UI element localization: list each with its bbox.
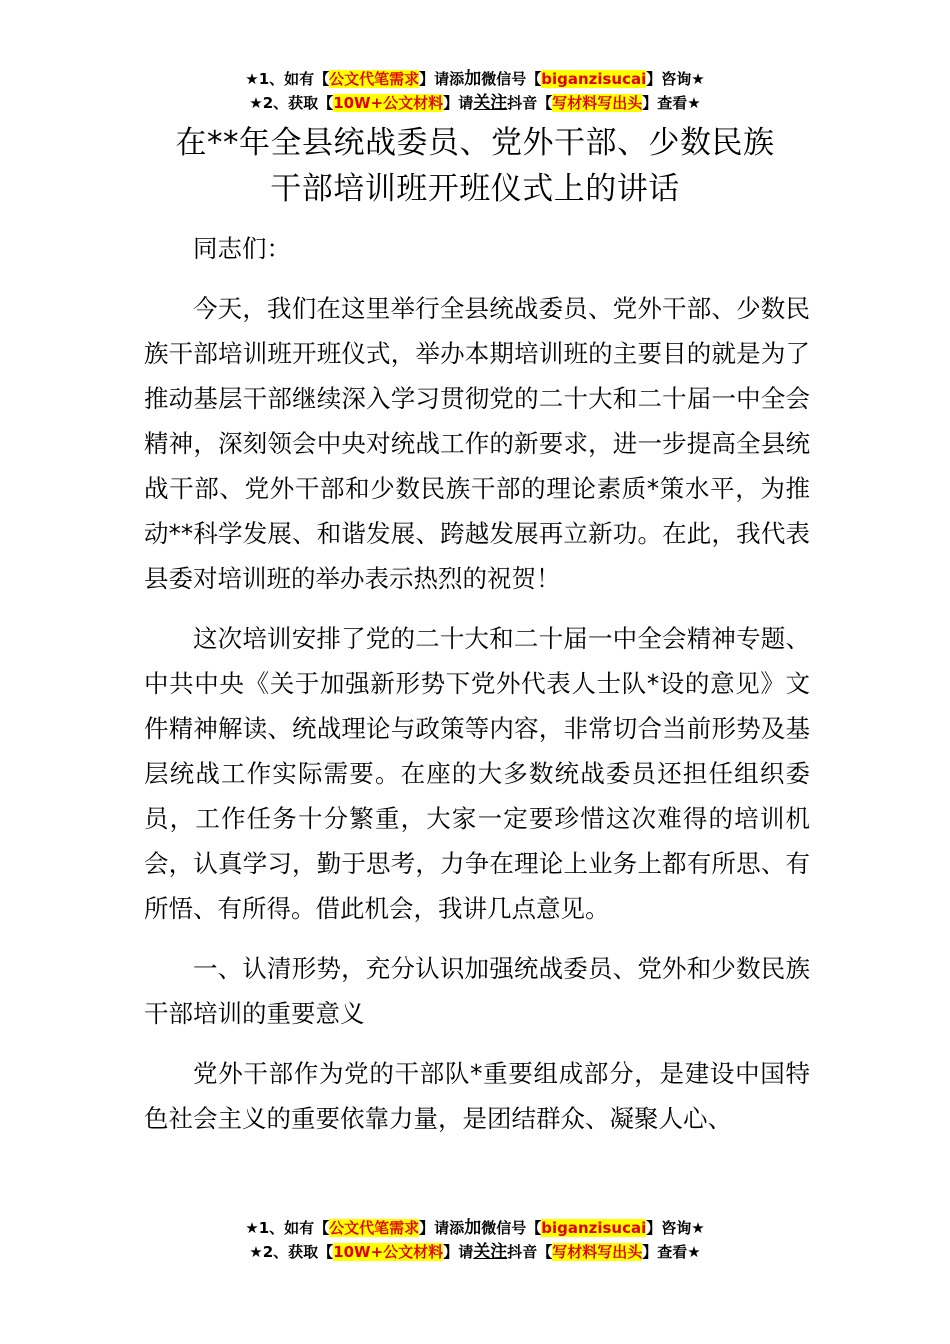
paragraph-2: 这次培训安排了党的二十大和二十届一中全会精神专题、中共中央《关于加强新形势下党外代表人士队*设的意见》文件精神解读、统战理论与政策等内容，非常切合当前形势及基层统战工作实际需要。在座的大多数统战委员还担任组织委员，工作任务十分繁重，大家一定要珍惜这次难得的培训机会，认真学习，勤于思考，力争在理论上业务上都有所思、有所悟、有所得。借此机会，我讲几点意见。 xyxy=(144,624,810,923)
highlight-wechat-id: biganzisucai xyxy=(541,1219,647,1237)
footer-banner xyxy=(0,1216,950,1264)
section-heading-1: 一、认清形势，充分认识加强统战委员、党外和少数民族干部培训的重要意义 xyxy=(144,954,810,1028)
title-line-2: 干部培训班开班仪式上的讲话 xyxy=(270,171,680,207)
banner-line-1: ★1、如有【公文代笔需求】请添加微信号【biganzisucai】咨询★ xyxy=(245,69,705,89)
greeting: 同志们： xyxy=(193,234,291,263)
title-line-1: 在**年全县统战委员、党外干部、少数民族 xyxy=(175,125,775,161)
highlight-materials: 10W+公文材料 xyxy=(333,1243,444,1261)
highlight-service: 公文代笔需求 xyxy=(329,1219,420,1237)
banner-line-1: ★1、如有【公文代笔需求】请添加微信号【biganzisucai】咨询★ xyxy=(245,1218,705,1238)
highlight-douyin-account: 写材料写出头 xyxy=(552,1243,643,1261)
document-body xyxy=(144,226,810,1156)
paragraph-3: 党外干部作为党的干部队*重要组成部分，是建设中国特色社会主义的重要依靠力量，是团结群众、凝聚人心、 xyxy=(144,1059,810,1133)
highlight-service: 公文代笔需求 xyxy=(329,70,420,88)
header-banner xyxy=(0,67,950,115)
paragraph-1: 今天，我们在这里举行全县统战委员、党外干部、少数民族干部培训班开班仪式，举办本期培训班的主要目的就是为了推动基层干部继续深入学习贯彻党的二十大和二十届一中全会精神，深刻领会中央对统战工作的新要求，进一步提高全县统战干部、党外干部和少数民族干部的理论素质*策水平，为推动**科学发展、和谐发展、跨越发展再立新功。在此，我代表县委对培训班的举办表示热烈的祝贺！ xyxy=(144,294,810,593)
highlight-materials: 10W+公文材料 xyxy=(333,94,444,112)
banner-line-2: ★2、获取【10W+公文材料】请关注抖音【写材料写出头】查看★ xyxy=(249,1242,701,1262)
highlight-wechat-id: biganzisucai xyxy=(541,70,647,88)
banner-line-2: ★2、获取【10W+公文材料】请关注抖音【写材料写出头】查看★ xyxy=(249,93,701,113)
document-title xyxy=(0,120,950,212)
highlight-douyin-account: 写材料写出头 xyxy=(552,94,643,112)
